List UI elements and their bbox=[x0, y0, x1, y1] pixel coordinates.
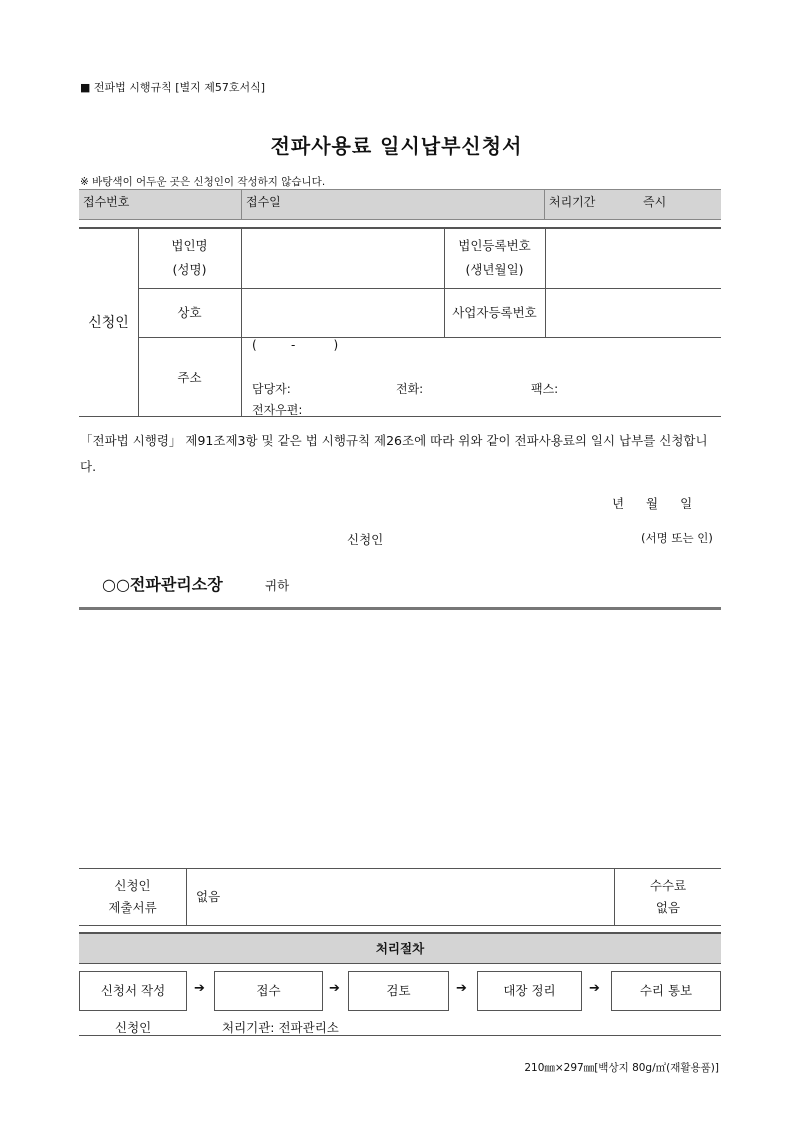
trade-name-field[interactable] bbox=[242, 289, 443, 336]
section-divider bbox=[79, 607, 721, 610]
contact-person-label: 담당자: bbox=[252, 382, 291, 396]
arrow-right-icon: ➔ bbox=[456, 981, 467, 996]
documents-label-line1: 신청인 bbox=[114, 878, 151, 893]
step-review: 검토 bbox=[348, 971, 449, 1011]
applicant-table bbox=[79, 227, 721, 417]
fax-label: 팩스: bbox=[531, 382, 559, 396]
actor-applicant: 신청인 bbox=[115, 1020, 152, 1035]
applicant-section-label: 신청인 bbox=[88, 315, 129, 331]
page-title: 전파사용료 일시납부신청서 bbox=[270, 134, 523, 158]
corp-reg-field[interactable] bbox=[546, 230, 720, 287]
receipt-number-label: 접수번호 bbox=[83, 195, 130, 209]
processing-period-value: 즉시 bbox=[643, 195, 667, 209]
recipient: ○○전파관리소장 bbox=[102, 575, 223, 594]
corp-name-sub-label: (성명) bbox=[172, 262, 207, 277]
receipt-date-label: 접수일 bbox=[246, 195, 281, 209]
email-label: 전자우편: bbox=[252, 403, 303, 417]
paper-spec: 210㎜×297㎜[백상지 80g/㎡(재활용품)] bbox=[524, 1062, 719, 1074]
shading-note: ※ 바탕색이 어두운 곳은 신청인이 작성하지 않습니다. bbox=[80, 176, 326, 188]
step-notify: 수리 통보 bbox=[611, 971, 721, 1011]
receipt-bar bbox=[79, 189, 721, 220]
applicant-signature-label: 신청인 bbox=[347, 532, 384, 547]
address-field[interactable] bbox=[242, 338, 720, 417]
corp-name-label: 법인명 bbox=[171, 238, 208, 253]
signature-note: (서명 또는 인) bbox=[641, 531, 713, 545]
postal-code-placeholder: ( - ) bbox=[252, 338, 339, 352]
recipient-suffix: 귀하 bbox=[265, 578, 290, 593]
arrow-right-icon: ➔ bbox=[589, 981, 600, 996]
documents-value: 없음 bbox=[196, 889, 221, 904]
procedure-title: 처리절차 bbox=[79, 932, 721, 964]
form-reference: ■ 전파법 시행규칙 [별지 제57호서식] bbox=[80, 81, 266, 94]
step-ledger: 대장 정리 bbox=[477, 971, 582, 1011]
corp-reg-sub-label: (생년월일) bbox=[465, 262, 524, 277]
corp-reg-label: 법인등록번호 bbox=[458, 238, 531, 253]
processing-period-label: 처리기간 bbox=[549, 195, 596, 209]
documents-label-line2: 제출서류 bbox=[108, 900, 157, 915]
trade-name-label: 상호 bbox=[177, 305, 202, 320]
step-receipt: 접수 bbox=[214, 971, 323, 1011]
biz-reg-field[interactable] bbox=[546, 289, 720, 336]
biz-reg-label: 사업자등록번호 bbox=[452, 305, 537, 320]
actor-office: 처리기관: 전파관리소 bbox=[222, 1020, 339, 1035]
application-statement: 「전파법 시행령」 제91조제3항 및 같은 법 시행규칙 제26조에 따라 위와 같이 전파사용료의 일시 납부를 신청합니다. bbox=[80, 433, 708, 474]
bottom-divider bbox=[79, 1035, 721, 1036]
address-label: 주소 bbox=[177, 370, 202, 385]
corp-name-field[interactable] bbox=[242, 230, 443, 287]
arrow-right-icon: ➔ bbox=[194, 981, 205, 996]
fee-label: 수수료 bbox=[649, 878, 687, 893]
phone-label: 전화: bbox=[396, 382, 424, 396]
arrow-right-icon: ➔ bbox=[329, 981, 340, 996]
date-line: 년 월 일 bbox=[612, 496, 693, 511]
fee-value: 없음 bbox=[655, 900, 681, 915]
step-write-application: 신청서 작성 bbox=[79, 971, 187, 1011]
documents-table bbox=[79, 868, 721, 926]
